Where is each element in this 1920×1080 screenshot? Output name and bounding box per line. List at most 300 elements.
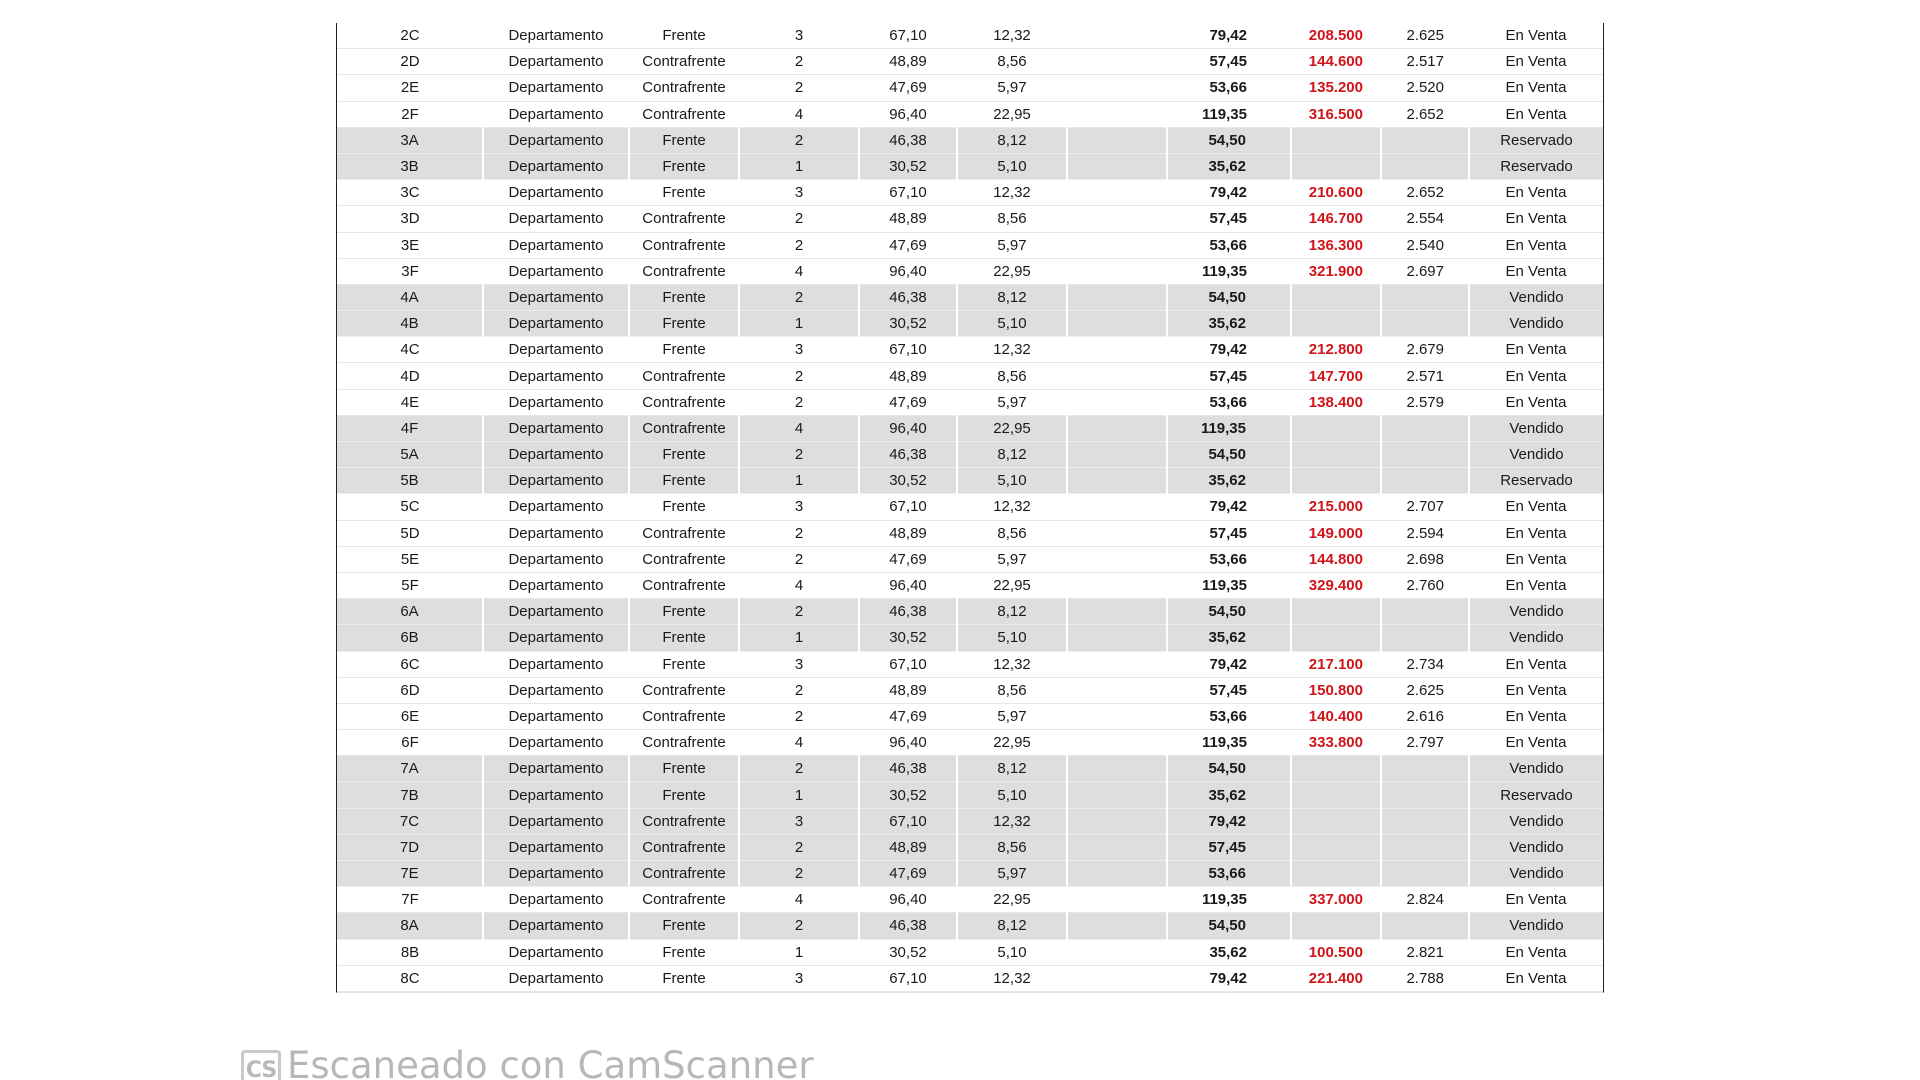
- empty-cell: [1067, 415, 1167, 441]
- status-cell: En Venta: [1469, 337, 1603, 363]
- price-per-m2-cell: [1381, 756, 1469, 782]
- orientation-cell: Contrafrente: [629, 520, 739, 546]
- rooms-cell: 4: [739, 730, 859, 756]
- orientation-cell: Contrafrente: [629, 389, 739, 415]
- empty-cell: [1067, 939, 1167, 965]
- orientation-cell: Frente: [629, 180, 739, 206]
- orientation-cell: Frente: [629, 756, 739, 782]
- price-per-m2-cell: [1381, 599, 1469, 625]
- covered-area-cell: 67,10: [859, 965, 957, 991]
- status-cell: En Venta: [1469, 75, 1603, 101]
- price-cell: 136.300: [1291, 232, 1381, 258]
- price-cell: [1291, 311, 1381, 337]
- table-row: [337, 180, 1603, 206]
- table-row: [337, 311, 1603, 337]
- orientation-cell: Contrafrente: [629, 258, 739, 284]
- status-cell: En Venta: [1469, 730, 1603, 756]
- table-row: [337, 625, 1603, 651]
- type-cell: Departamento: [483, 520, 629, 546]
- rooms-cell: 3: [739, 651, 859, 677]
- semi-covered-area-cell: 5,97: [957, 232, 1067, 258]
- empty-cell: [1067, 703, 1167, 729]
- total-area-cell: 79,42: [1167, 494, 1291, 520]
- orientation-cell: Contrafrente: [629, 730, 739, 756]
- rooms-cell: 2: [739, 363, 859, 389]
- price-cell: [1291, 153, 1381, 179]
- total-area-cell: 57,45: [1167, 677, 1291, 703]
- price-cell: 144.600: [1291, 49, 1381, 75]
- rooms-cell: 2: [739, 703, 859, 729]
- status-cell: En Venta: [1469, 258, 1603, 284]
- semi-covered-area-cell: 12,32: [957, 965, 1067, 991]
- covered-area-cell: 48,89: [859, 206, 957, 232]
- rooms-cell: 1: [739, 468, 859, 494]
- unit-cell: 8B: [337, 939, 483, 965]
- price-cell: [1291, 808, 1381, 834]
- semi-covered-area-cell: 12,32: [957, 808, 1067, 834]
- price-per-m2-cell: 2.698: [1381, 546, 1469, 572]
- empty-cell: [1067, 101, 1167, 127]
- semi-covered-area-cell: 8,56: [957, 677, 1067, 703]
- unit-cell: 6D: [337, 677, 483, 703]
- price-cell: [1291, 468, 1381, 494]
- orientation-cell: Frente: [629, 494, 739, 520]
- covered-area-cell: 96,40: [859, 730, 957, 756]
- rooms-cell: 3: [739, 23, 859, 49]
- total-area-cell: 79,42: [1167, 808, 1291, 834]
- type-cell: Departamento: [483, 75, 629, 101]
- orientation-cell: Frente: [629, 599, 739, 625]
- rooms-cell: 2: [739, 520, 859, 546]
- orientation-cell: Contrafrente: [629, 703, 739, 729]
- semi-covered-area-cell: 8,56: [957, 520, 1067, 546]
- semi-covered-area-cell: 5,97: [957, 861, 1067, 887]
- status-cell: Reservado: [1469, 468, 1603, 494]
- status-cell: En Venta: [1469, 180, 1603, 206]
- price-per-m2-cell: [1381, 153, 1469, 179]
- price-cell: 140.400: [1291, 703, 1381, 729]
- orientation-cell: Frente: [629, 965, 739, 991]
- rooms-cell: 1: [739, 153, 859, 179]
- price-cell: 215.000: [1291, 494, 1381, 520]
- semi-covered-area-cell: 12,32: [957, 651, 1067, 677]
- type-cell: Departamento: [483, 939, 629, 965]
- unit-cell: 3D: [337, 206, 483, 232]
- covered-area-cell: 46,38: [859, 913, 957, 939]
- semi-covered-area-cell: 5,10: [957, 625, 1067, 651]
- orientation-cell: Contrafrente: [629, 232, 739, 258]
- status-cell: En Venta: [1469, 232, 1603, 258]
- total-area-cell: 53,66: [1167, 703, 1291, 729]
- unit-cell: 4D: [337, 363, 483, 389]
- orientation-cell: Frente: [629, 782, 739, 808]
- table-row: [337, 913, 1603, 939]
- type-cell: Departamento: [483, 232, 629, 258]
- rooms-cell: 1: [739, 625, 859, 651]
- unit-cell: 3C: [337, 180, 483, 206]
- table-row: [337, 284, 1603, 310]
- empty-cell: [1067, 284, 1167, 310]
- covered-area-cell: 67,10: [859, 23, 957, 49]
- status-cell: En Venta: [1469, 101, 1603, 127]
- empty-cell: [1067, 520, 1167, 546]
- status-cell: Reservado: [1469, 782, 1603, 808]
- empty-cell: [1067, 887, 1167, 913]
- table-row: [337, 49, 1603, 75]
- type-cell: Departamento: [483, 389, 629, 415]
- semi-covered-area-cell: 22,95: [957, 258, 1067, 284]
- price-per-m2-cell: 2.788: [1381, 965, 1469, 991]
- empty-cell: [1067, 572, 1167, 598]
- price-cell: [1291, 756, 1381, 782]
- price-per-m2-cell: 2.517: [1381, 49, 1469, 75]
- covered-area-cell: 47,69: [859, 546, 957, 572]
- semi-covered-area-cell: 22,95: [957, 572, 1067, 598]
- type-cell: Departamento: [483, 180, 629, 206]
- empty-cell: [1067, 965, 1167, 991]
- table-row: [337, 887, 1603, 913]
- status-cell: Vendido: [1469, 756, 1603, 782]
- price-cell: 210.600: [1291, 180, 1381, 206]
- orientation-cell: Contrafrente: [629, 49, 739, 75]
- covered-area-cell: 96,40: [859, 887, 957, 913]
- covered-area-cell: 96,40: [859, 415, 957, 441]
- empty-cell: [1067, 127, 1167, 153]
- table-row: [337, 677, 1603, 703]
- price-cell: 333.800: [1291, 730, 1381, 756]
- semi-covered-area-cell: 8,12: [957, 756, 1067, 782]
- empty-cell: [1067, 232, 1167, 258]
- covered-area-cell: 30,52: [859, 153, 957, 179]
- table-row: [337, 546, 1603, 572]
- rooms-cell: 2: [739, 756, 859, 782]
- semi-covered-area-cell: 8,12: [957, 127, 1067, 153]
- covered-area-cell: 46,38: [859, 756, 957, 782]
- unit-cell: 4F: [337, 415, 483, 441]
- empty-cell: [1067, 677, 1167, 703]
- table-row: [337, 782, 1603, 808]
- price-per-m2-cell: 2.594: [1381, 520, 1469, 546]
- rooms-cell: 3: [739, 965, 859, 991]
- rooms-cell: 3: [739, 494, 859, 520]
- total-area-cell: 57,45: [1167, 520, 1291, 546]
- type-cell: Departamento: [483, 258, 629, 284]
- semi-covered-area-cell: 5,10: [957, 939, 1067, 965]
- unit-cell: 5F: [337, 572, 483, 598]
- empty-cell: [1067, 494, 1167, 520]
- rooms-cell: 2: [739, 861, 859, 887]
- rooms-cell: 2: [739, 127, 859, 153]
- orientation-cell: Frente: [629, 311, 739, 337]
- type-cell: Departamento: [483, 311, 629, 337]
- status-cell: En Venta: [1469, 651, 1603, 677]
- covered-area-cell: 46,38: [859, 442, 957, 468]
- status-cell: En Venta: [1469, 572, 1603, 598]
- unit-cell: 6C: [337, 651, 483, 677]
- covered-area-cell: 96,40: [859, 572, 957, 598]
- orientation-cell: Frente: [629, 651, 739, 677]
- table-row: [337, 75, 1603, 101]
- price-cell: [1291, 127, 1381, 153]
- rooms-cell: 3: [739, 337, 859, 363]
- status-cell: En Venta: [1469, 520, 1603, 546]
- covered-area-cell: 46,38: [859, 284, 957, 310]
- price-per-m2-cell: [1381, 625, 1469, 651]
- covered-area-cell: 30,52: [859, 311, 957, 337]
- status-cell: En Venta: [1469, 363, 1603, 389]
- table-row: [337, 206, 1603, 232]
- price-per-m2-cell: 2.579: [1381, 389, 1469, 415]
- unit-cell: 4C: [337, 337, 483, 363]
- empty-cell: [1067, 756, 1167, 782]
- total-area-cell: 57,45: [1167, 834, 1291, 860]
- table-row: [337, 415, 1603, 441]
- semi-covered-area-cell: 8,56: [957, 206, 1067, 232]
- unit-cell: 6B: [337, 625, 483, 651]
- price-per-m2-cell: [1381, 834, 1469, 860]
- rooms-cell: 2: [739, 75, 859, 101]
- table-row: [337, 651, 1603, 677]
- total-area-cell: 57,45: [1167, 206, 1291, 232]
- price-per-m2-cell: [1381, 127, 1469, 153]
- covered-area-cell: 48,89: [859, 834, 957, 860]
- table-row: [337, 442, 1603, 468]
- unit-cell: 4B: [337, 311, 483, 337]
- total-area-cell: 35,62: [1167, 311, 1291, 337]
- orientation-cell: Frente: [629, 468, 739, 494]
- unit-cell: 7D: [337, 834, 483, 860]
- total-area-cell: 54,50: [1167, 127, 1291, 153]
- semi-covered-area-cell: 8,12: [957, 599, 1067, 625]
- type-cell: Departamento: [483, 468, 629, 494]
- type-cell: Departamento: [483, 546, 629, 572]
- rooms-cell: 2: [739, 913, 859, 939]
- table-row: [337, 965, 1603, 991]
- covered-area-cell: 47,69: [859, 232, 957, 258]
- empty-cell: [1067, 49, 1167, 75]
- total-area-cell: 35,62: [1167, 153, 1291, 179]
- orientation-cell: Contrafrente: [629, 546, 739, 572]
- price-cell: [1291, 284, 1381, 310]
- empty-cell: [1067, 23, 1167, 49]
- rooms-cell: 1: [739, 782, 859, 808]
- type-cell: Departamento: [483, 101, 629, 127]
- rooms-cell: 4: [739, 887, 859, 913]
- camscanner-logo-icon: [241, 1050, 281, 1080]
- total-area-cell: 54,50: [1167, 599, 1291, 625]
- semi-covered-area-cell: 8,56: [957, 834, 1067, 860]
- price-per-m2-cell: 2.679: [1381, 337, 1469, 363]
- price-per-m2-cell: 2.625: [1381, 23, 1469, 49]
- covered-area-cell: 96,40: [859, 258, 957, 284]
- unit-cell: 2C: [337, 23, 483, 49]
- covered-area-cell: 67,10: [859, 808, 957, 834]
- price-cell: 321.900: [1291, 258, 1381, 284]
- total-area-cell: 53,66: [1167, 389, 1291, 415]
- type-cell: Departamento: [483, 782, 629, 808]
- status-cell: Vendido: [1469, 913, 1603, 939]
- unit-cell: 6E: [337, 703, 483, 729]
- orientation-cell: Contrafrente: [629, 415, 739, 441]
- table-row: [337, 730, 1603, 756]
- total-area-cell: 53,66: [1167, 861, 1291, 887]
- covered-area-cell: 96,40: [859, 101, 957, 127]
- table-row: [337, 101, 1603, 127]
- rooms-cell: 2: [739, 389, 859, 415]
- price-cell: [1291, 782, 1381, 808]
- price-cell: 316.500: [1291, 101, 1381, 127]
- semi-covered-area-cell: 8,12: [957, 442, 1067, 468]
- unit-cell: 7E: [337, 861, 483, 887]
- empty-cell: [1067, 913, 1167, 939]
- table-row: [337, 232, 1603, 258]
- unit-cell: 5C: [337, 494, 483, 520]
- empty-cell: [1067, 808, 1167, 834]
- rooms-cell: 2: [739, 834, 859, 860]
- status-cell: En Venta: [1469, 703, 1603, 729]
- semi-covered-area-cell: 12,32: [957, 337, 1067, 363]
- price-per-m2-cell: [1381, 782, 1469, 808]
- type-cell: Departamento: [483, 625, 629, 651]
- price-cell: 217.100: [1291, 651, 1381, 677]
- semi-covered-area-cell: 22,95: [957, 730, 1067, 756]
- rooms-cell: 2: [739, 677, 859, 703]
- price-per-m2-cell: [1381, 311, 1469, 337]
- price-cell: 212.800: [1291, 337, 1381, 363]
- empty-cell: [1067, 363, 1167, 389]
- total-area-cell: 57,45: [1167, 49, 1291, 75]
- price-cell: [1291, 442, 1381, 468]
- price-per-m2-cell: 2.734: [1381, 651, 1469, 677]
- orientation-cell: Frente: [629, 127, 739, 153]
- unit-cell: 6F: [337, 730, 483, 756]
- type-cell: Departamento: [483, 127, 629, 153]
- covered-area-cell: 67,10: [859, 651, 957, 677]
- empty-cell: [1067, 782, 1167, 808]
- rooms-cell: 1: [739, 311, 859, 337]
- covered-area-cell: 30,52: [859, 782, 957, 808]
- status-cell: Vendido: [1469, 284, 1603, 310]
- empty-cell: [1067, 599, 1167, 625]
- total-area-cell: 54,50: [1167, 913, 1291, 939]
- total-area-cell: 119,35: [1167, 887, 1291, 913]
- unit-cell: 7C: [337, 808, 483, 834]
- table-row: [337, 23, 1603, 49]
- price-cell: 337.000: [1291, 887, 1381, 913]
- covered-area-cell: 67,10: [859, 494, 957, 520]
- status-cell: Vendido: [1469, 442, 1603, 468]
- price-cell: 150.800: [1291, 677, 1381, 703]
- type-cell: Departamento: [483, 861, 629, 887]
- rooms-cell: 2: [739, 232, 859, 258]
- unit-cell: 4A: [337, 284, 483, 310]
- rooms-cell: 3: [739, 180, 859, 206]
- total-area-cell: 53,66: [1167, 75, 1291, 101]
- table-row: [337, 127, 1603, 153]
- type-cell: Departamento: [483, 572, 629, 598]
- rooms-cell: 3: [739, 808, 859, 834]
- table-row: [337, 520, 1603, 546]
- semi-covered-area-cell: 5,10: [957, 468, 1067, 494]
- price-per-m2-cell: 2.540: [1381, 232, 1469, 258]
- semi-covered-area-cell: 8,56: [957, 49, 1067, 75]
- rooms-cell: 2: [739, 599, 859, 625]
- table-row: [337, 389, 1603, 415]
- price-per-m2-cell: 2.707: [1381, 494, 1469, 520]
- type-cell: Departamento: [483, 49, 629, 75]
- type-cell: Departamento: [483, 415, 629, 441]
- type-cell: Departamento: [483, 23, 629, 49]
- price-per-m2-cell: 2.625: [1381, 677, 1469, 703]
- total-area-cell: 57,45: [1167, 363, 1291, 389]
- unit-cell: 8A: [337, 913, 483, 939]
- orientation-cell: Contrafrente: [629, 101, 739, 127]
- unit-cell: 3B: [337, 153, 483, 179]
- type-cell: Departamento: [483, 284, 629, 310]
- semi-covered-area-cell: 22,95: [957, 101, 1067, 127]
- semi-covered-area-cell: 22,95: [957, 415, 1067, 441]
- type-cell: Departamento: [483, 965, 629, 991]
- unit-cell: 5D: [337, 520, 483, 546]
- covered-area-cell: 46,38: [859, 599, 957, 625]
- price-cell: 146.700: [1291, 206, 1381, 232]
- semi-covered-area-cell: 5,97: [957, 75, 1067, 101]
- type-cell: Departamento: [483, 494, 629, 520]
- status-cell: Vendido: [1469, 625, 1603, 651]
- rooms-cell: 2: [739, 284, 859, 310]
- status-cell: En Venta: [1469, 23, 1603, 49]
- table-row: [337, 258, 1603, 284]
- table-row: [337, 808, 1603, 834]
- status-cell: En Venta: [1469, 206, 1603, 232]
- empty-cell: [1067, 206, 1167, 232]
- price-cell: [1291, 625, 1381, 651]
- status-cell: Reservado: [1469, 127, 1603, 153]
- price-per-m2-cell: 2.760: [1381, 572, 1469, 598]
- orientation-cell: Frente: [629, 939, 739, 965]
- orientation-cell: Contrafrente: [629, 887, 739, 913]
- price-cell: [1291, 913, 1381, 939]
- price-cell: 100.500: [1291, 939, 1381, 965]
- price-per-m2-cell: 2.697: [1381, 258, 1469, 284]
- semi-covered-area-cell: 8,12: [957, 284, 1067, 310]
- price-per-m2-cell: 2.616: [1381, 703, 1469, 729]
- price-cell: 329.400: [1291, 572, 1381, 598]
- status-cell: Vendido: [1469, 808, 1603, 834]
- unit-cell: 5A: [337, 442, 483, 468]
- empty-cell: [1067, 468, 1167, 494]
- price-cell: [1291, 415, 1381, 441]
- total-area-cell: 53,66: [1167, 546, 1291, 572]
- unit-cell: 7A: [337, 756, 483, 782]
- total-area-cell: 119,35: [1167, 101, 1291, 127]
- price-cell: 208.500: [1291, 23, 1381, 49]
- orientation-cell: Frente: [629, 23, 739, 49]
- price-cell: [1291, 861, 1381, 887]
- price-per-m2-cell: [1381, 808, 1469, 834]
- unit-cell: 2E: [337, 75, 483, 101]
- empty-cell: [1067, 311, 1167, 337]
- unit-cell: 3A: [337, 127, 483, 153]
- camscanner-watermark: [241, 1030, 814, 1080]
- unit-cell: 6A: [337, 599, 483, 625]
- type-cell: Departamento: [483, 599, 629, 625]
- total-area-cell: 79,42: [1167, 23, 1291, 49]
- empty-cell: [1067, 75, 1167, 101]
- empty-cell: [1067, 651, 1167, 677]
- price-per-m2-cell: 2.797: [1381, 730, 1469, 756]
- rooms-cell: 2: [739, 49, 859, 75]
